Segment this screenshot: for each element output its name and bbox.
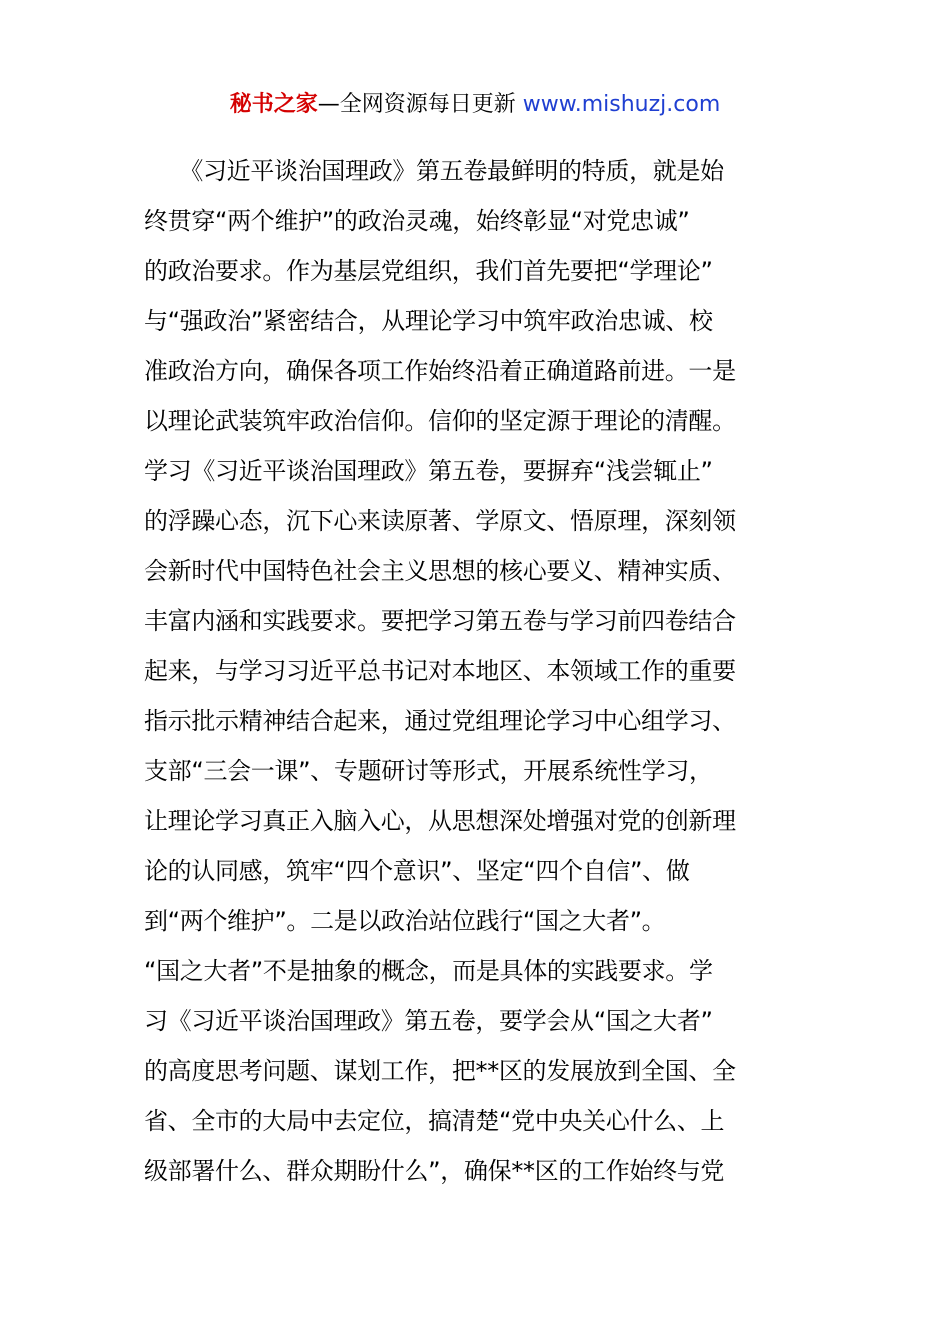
body-line: 到“两个维护”。二是以政治站位践行“国之大者”。 [144, 907, 666, 935]
body-line: 起来，与学习习近平总书记对本地区、本领域工作的重要 [144, 657, 736, 685]
body-line: 的高度思考问题、谋划工作，把**区的发展放到全国、全 [144, 1057, 736, 1085]
body-line: 指示批示精神结合起来，通过党组理论学习中心组学习、 [144, 707, 736, 735]
body-line: 《习近平谈治国理政》第五卷最鲜明的特质，就是始 [144, 157, 724, 185]
body-line: 习《习近平谈治国理政》第五卷，要学会从“国之大者” [144, 1007, 713, 1035]
body-line: 级部署什么、群众期盼什么”，确保**区的工作始终与党 [144, 1157, 725, 1185]
body-line: 终贯穿“两个维护”的政治灵魂，始终彰显“对党忠诚” [144, 207, 690, 235]
body-line: 的浮躁心态，沉下心来读原著、学原文、悟原理，深刻领 [144, 507, 736, 535]
body-line: 让理论学习真正入脑入心，从思想深处增强对党的创新理 [144, 807, 736, 835]
body-line: 以理论武装筑牢政治信仰。信仰的坚定源于理论的清醒。 [144, 407, 736, 435]
body-line: 准政治方向，确保各项工作始终沿着正确道路前进。一是 [144, 357, 736, 385]
body-line: “国之大者”不是抽象的概念，而是具体的实践要求。学 [144, 957, 713, 985]
body-line: 支部“三会一课”、专题研讨等形式，开展系统性学习， [144, 757, 713, 785]
document-body [144, 146, 814, 1196]
body-line: 的政治要求。作为基层党组织，我们首先要把“学理论” [144, 257, 713, 285]
site-url-link[interactable]: www.mishuzj.com [522, 92, 721, 117]
body-line: 省、全市的大局中去定位，搞清楚“党中央关心什么、上 [144, 1107, 725, 1135]
body-line: 论的认同感，筑牢“四个意识”、坚定“四个自信”、做 [144, 857, 690, 885]
body-line: 学习《习近平谈治国理政》第五卷，要摒弃“浅尝辄止” [144, 457, 713, 485]
body-line: 与“强政治”紧密结合，从理论学习中筑牢政治忠诚、校 [144, 307, 713, 335]
header-tagline: —全网资源每日更新 [317, 92, 523, 117]
brand-name: 秘书之家 [229, 92, 318, 117]
body-line: 丰富内涵和实践要求。要把学习第五卷与学习前四卷结合 [144, 607, 736, 635]
page-header [0, 88, 950, 122]
body-line: 会新时代中国特色社会主义思想的核心要义、精神实质、 [144, 557, 736, 585]
